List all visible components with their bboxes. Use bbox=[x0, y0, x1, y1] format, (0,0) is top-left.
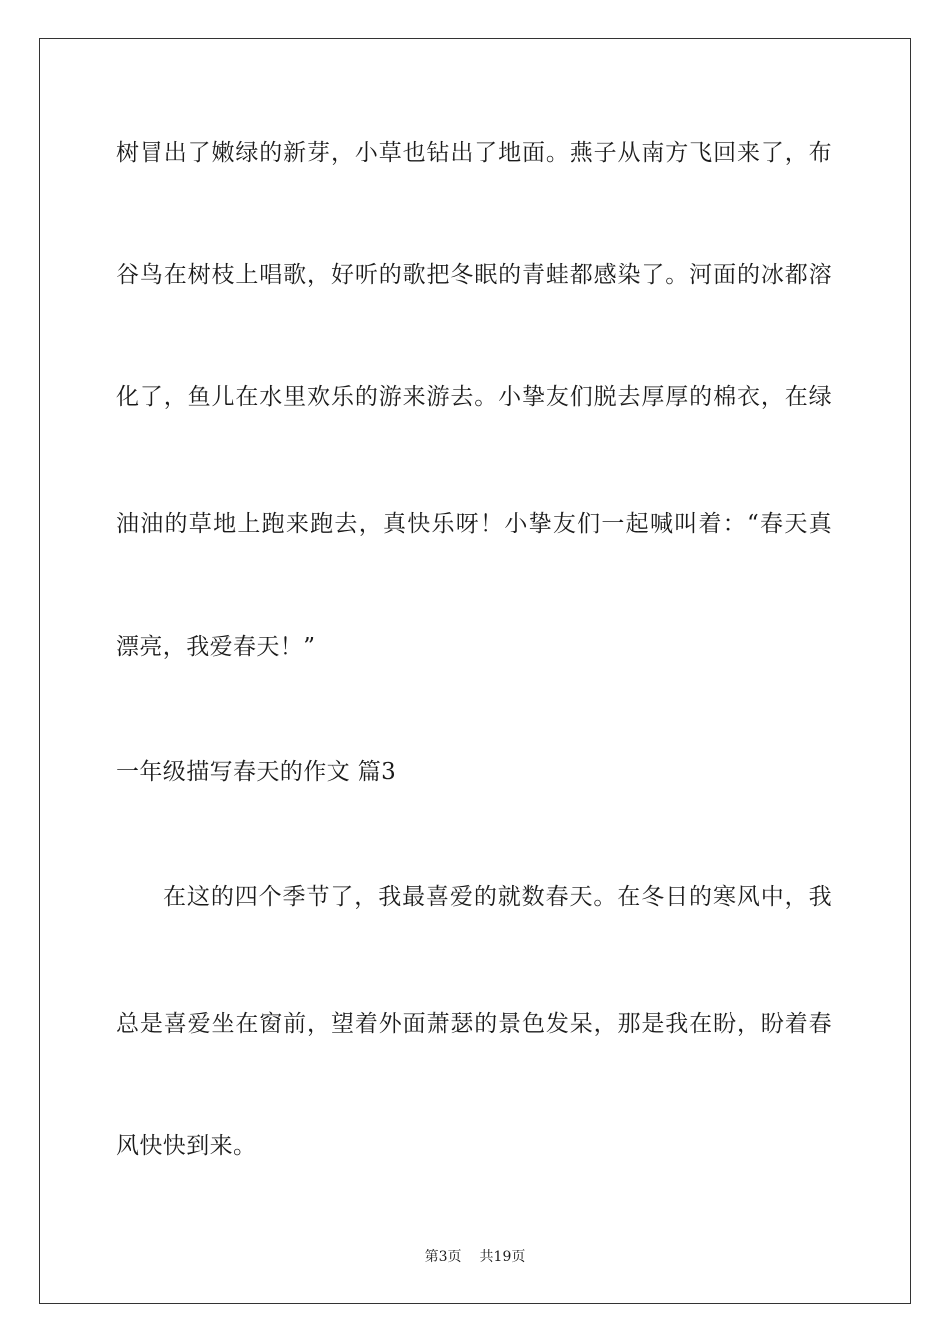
page-total: 共19页 bbox=[479, 1249, 526, 1265]
paragraph-1-line-5: 漂亮，我爱春天！” bbox=[116, 634, 316, 660]
paragraph-1-line-3: 化了，鱼儿在水里欢乐的游来游去。小挚友们脱去厚厚的棉衣，在绿 bbox=[116, 384, 832, 410]
page-number: 第3页 bbox=[424, 1249, 462, 1265]
paragraph-1-line-1: 树冒出了嫩绿的新芽，小草也钻出了地面。燕子从南方飞回来了，布 bbox=[116, 140, 832, 166]
paragraph-2-line-2: 总是喜爱坐在窗前，望着外面萧瑟的景色发呆，那是我在盼，盼着春 bbox=[116, 1011, 832, 1037]
paragraph-1-line-4: 油油的草地上跑来跑去，真快乐呀！小挚友们一起喊叫着：“春天真 bbox=[116, 511, 832, 537]
page-frame bbox=[39, 38, 911, 1304]
page-footer bbox=[0, 1248, 950, 1266]
paragraph-1-line-2: 谷鸟在树枝上唱歌，好听的歌把冬眠的青蛙都感染了。河面的冰都溶 bbox=[116, 262, 832, 288]
paragraph-2-line-3: 风快快到来。 bbox=[116, 1133, 257, 1159]
paragraph-2-line-1: 在这的四个季节了，我最喜爱的就数春天。在冬日的寒风中，我 bbox=[163, 884, 832, 910]
section-heading: 一年级描写春天的作文 篇3 bbox=[116, 759, 397, 785]
